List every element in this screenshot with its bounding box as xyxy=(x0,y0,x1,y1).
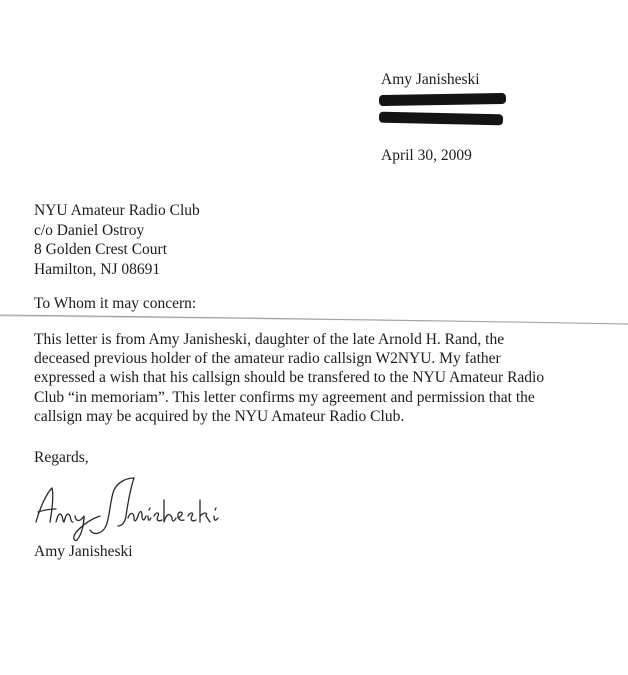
body-line-3: expressed a wish that his callsign should be transfered to the NYU Amateur Radio xyxy=(34,369,545,387)
body-line-4: Club “in memoriam”. This letter confirms my agreement and permission that the xyxy=(34,388,535,406)
body-line-2: deceased previous holder of the amateur radio callsign W2NYU. My father xyxy=(34,350,501,368)
letter-date: April 30, 2009 xyxy=(381,147,472,164)
sender-name: Amy Janisheski xyxy=(381,71,480,88)
body-line-5: callsign may be acquired by the NYU Amateur Radio Club. xyxy=(34,407,405,425)
signed-name: Amy Janisheski xyxy=(34,543,133,560)
letter-body xyxy=(34,330,604,426)
recipient-line-3: 8 Golden Crest Court xyxy=(34,241,168,258)
scan-artifact-line xyxy=(0,313,628,327)
closing: Regards, xyxy=(34,449,89,466)
salutation: To Whom it may concern: xyxy=(34,295,197,312)
recipient-line-4: Hamilton, NJ 08691 xyxy=(34,260,161,278)
handwritten-signature xyxy=(30,472,250,542)
recipient-line-1: NYU Amateur Radio Club xyxy=(34,202,200,219)
recipient-line-2: c/o Daniel Ostroy xyxy=(34,221,145,239)
recipient-address xyxy=(34,201,200,279)
body-line-1: This letter is from Amy Janisheski, daughter of the late Arnold H. Rand, the xyxy=(34,331,505,348)
redacted-address-line-2 xyxy=(379,112,503,126)
redacted-address-line-1 xyxy=(379,93,506,106)
